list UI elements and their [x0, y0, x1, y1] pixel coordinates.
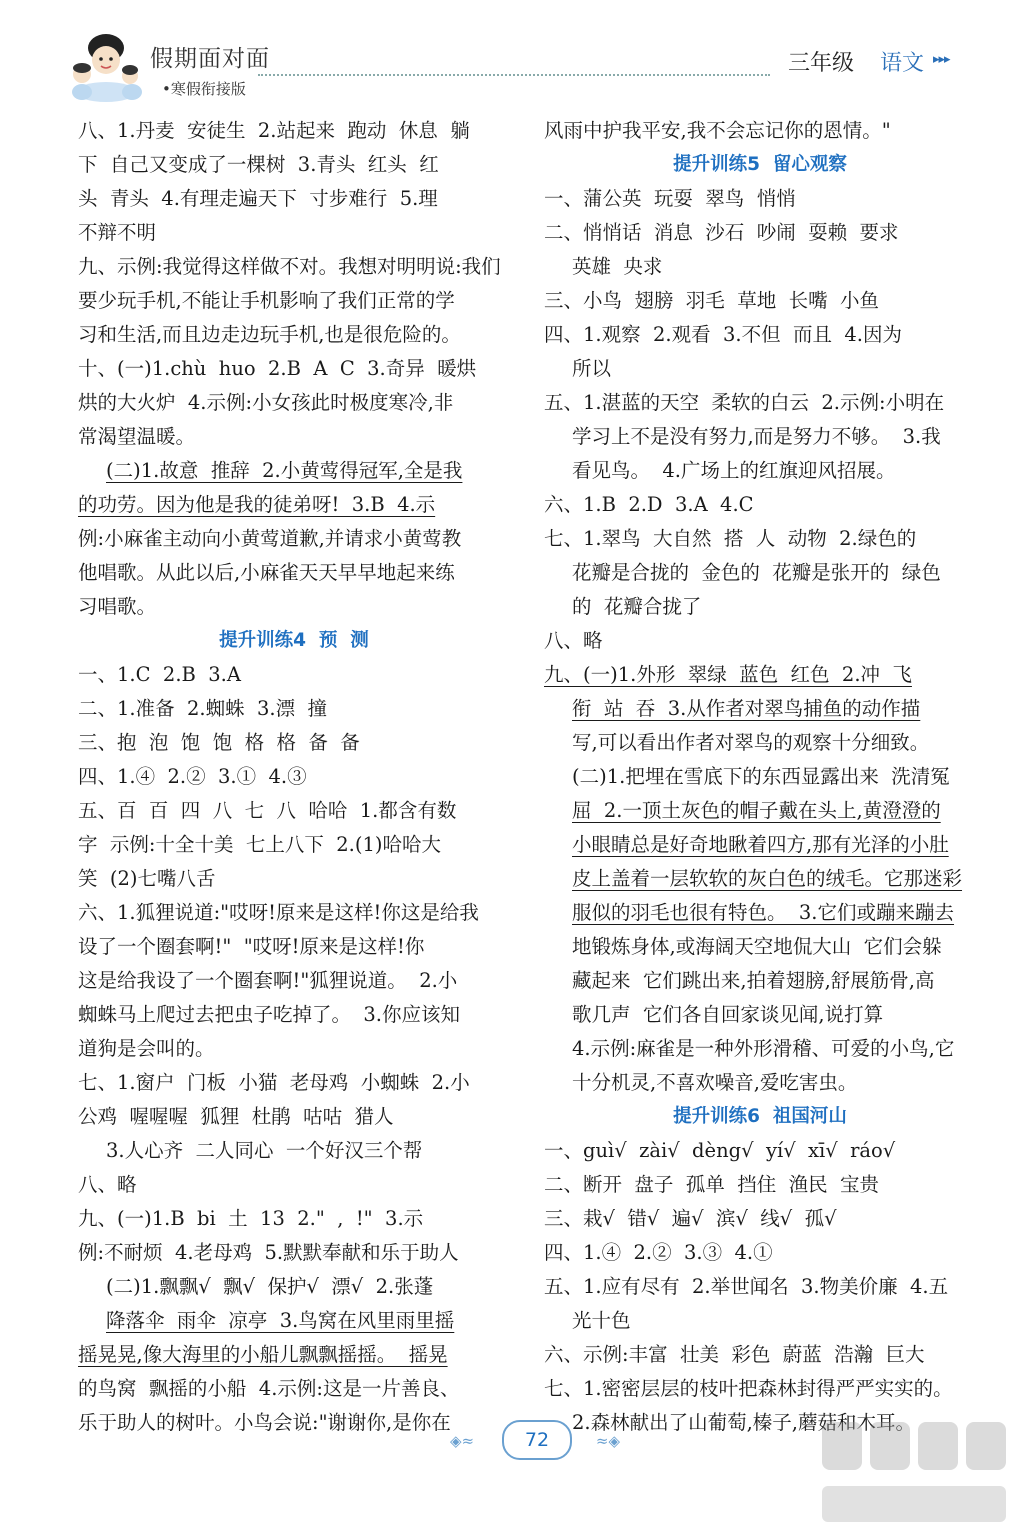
answer-line: 写,可以看出作者对翠鸟的观察十分细致。	[572, 731, 930, 754]
answer-line: 英雄 央求	[572, 255, 663, 278]
answer-line: 衔 站 吞 3.从作者对翠鸟捕鱼的动作描	[572, 697, 921, 720]
answer-line: 三、小鸟 翅膀 羽毛 草地 长嘴 小鱼	[544, 289, 879, 312]
answer-line: 三、栽√ 错√ 遍√ 滨√ 线√ 孤√	[544, 1207, 837, 1230]
answer-line: 五、1.湛蓝的天空 柔软的白云 2.示例:小明在	[544, 391, 945, 414]
answer-line: 七、1.窗户 门板 小猫 老母鸡 小蜘蛛 2.小	[78, 1071, 470, 1094]
answer-line: 三、抱 泡 饱 饱 格 格 备 备	[78, 731, 360, 754]
answer-line: 花瓣是合拢的 金色的 花瓣是张开的 绿色	[572, 561, 941, 584]
answer-line: 八、略	[544, 629, 603, 652]
answer-line: 蜘蛛马上爬过去把虫子吃掉了。 3.你应该知	[78, 1003, 461, 1026]
answer-line: 一、蒲公英 玩耍 翠鸟 悄悄	[544, 187, 796, 210]
cartoon-kids-logo-icon	[62, 30, 150, 104]
answer-line: 六、1.B 2.D 3.A 4.C	[544, 493, 754, 516]
answer-line: 四、1.④ 2.② 3.③ 4.①	[544, 1241, 773, 1264]
answer-line: 二、断开 盘子 孤单 挡住 渔民 宝贵	[544, 1173, 879, 1196]
page-header	[0, 0, 1023, 112]
section-heading: 提升训练5 留心观察	[673, 154, 847, 175]
arrow-icons: ▸▸▸	[933, 52, 950, 67]
answer-line: 3.人心齐 二人同心 一个好汉三个帮	[106, 1139, 423, 1162]
answer-line: 四、1.观察 2.观看 3.不但 而且 4.因为	[544, 323, 903, 346]
answer-line: (二)1.飘飘√ 飘√ 保护√ 漂√ 2.张蓬	[106, 1275, 434, 1298]
answer-line: 九、(一)1.B bi 土 13 2." , !" 3.示	[78, 1207, 424, 1230]
answer-line: 屈 2.一顶土灰色的帽子戴在头上,黄澄澄的	[572, 799, 941, 822]
answer-line: 公鸡 喔喔喔 狐狸 杜鹃 咕咕 猎人	[78, 1105, 394, 1128]
brand-title: 假期面对面	[150, 46, 270, 72]
answer-line: (二)1.把埋在雪底下的东西显露出来 洗清冤	[572, 765, 950, 788]
answer-line: 设了一个圈套啊!" "哎呀!原来是这样!你	[78, 935, 425, 958]
answer-line: 六、示例:丰富 壮美 彩色 蔚蓝 浩瀚 巨大	[544, 1343, 925, 1366]
answer-line: 所以	[572, 357, 612, 380]
answer-line: 五、百 百 四 八 七 八 哈哈 1.都含有数	[78, 799, 457, 822]
answer-line: 地锻炼身体,或海阔天空地侃大山 它们会躲	[572, 935, 942, 958]
brand-subtitle: •寒假衔接版	[162, 80, 246, 98]
answer-line: 十分机灵,不喜欢噪音,爱吃害虫。	[572, 1071, 858, 1094]
answer-line: 例:小麻雀主动向小黄莺道歉,并请求小黄莺教	[78, 527, 462, 550]
page-number: 72	[502, 1420, 572, 1460]
answer-line: 下 自己又变成了一棵树 3.青头 红头 红	[78, 153, 439, 176]
left-ornament-icon: ◈≈	[450, 1432, 475, 1450]
subject-label: 语文	[880, 51, 925, 76]
left-column	[78, 114, 510, 1440]
answer-line: 二、悄悄话 消息 沙石 吵闹 耍赖 要求	[544, 221, 899, 244]
answer-line: 九、(一)1.外形 翠绿 蓝色 红色 2.冲 飞	[544, 663, 912, 686]
answer-line: 常渴望温暖。	[78, 425, 196, 448]
answer-line: 烘的大火炉 4.示例:小女孩此时极度寒冷,非	[78, 391, 454, 414]
answer-line: 不辩不明	[78, 221, 157, 244]
section-heading: 提升训练6 祖国河山	[673, 1106, 847, 1127]
answer-line: 2.森林献出了山葡萄,榛子,蘑菇和木耳。	[572, 1411, 916, 1434]
answer-line: 4.示例:麻雀是一种外形滑稽、可爱的小鸟,它	[572, 1037, 955, 1060]
answer-line: 看见鸟。 4.广场上的红旗迎风招展。	[572, 459, 896, 482]
answer-line: 他唱歌。从此以后,小麻雀天天早早地起来练	[78, 561, 455, 584]
answer-line: 光十色	[572, 1309, 631, 1332]
answer-line: 四、1.④ 2.② 3.① 4.③	[78, 765, 307, 788]
answer-line: 字 示例:十全十美 七上八下 2.(1)哈哈大	[78, 833, 441, 856]
answer-line: 一、1.C 2.B 3.A	[78, 663, 241, 686]
answer-line: 习和生活,而且边走边玩手机,也是很危险的。	[78, 323, 461, 346]
brand-subtitle-text: 寒假衔接版	[170, 80, 246, 98]
answer-line: 歌几声 它们各自回家谈见闻,说打算	[572, 1003, 884, 1026]
answer-line: 的 花瓣合拢了	[572, 595, 702, 618]
answer-line: 五、1.应有尽有 2.举世闻名 3.物美价廉 4.五	[544, 1275, 949, 1298]
answer-line: 道狗是会叫的。	[78, 1037, 215, 1060]
answer-line: 头 青头 4.有理走遍天下 寸步难行 5.理	[78, 187, 438, 210]
right-column	[544, 114, 976, 1440]
answer-line: 二、1.准备 2.蜘蛛 3.漂 撞	[78, 697, 328, 720]
answer-line: 学习上不是没有努力,而是努力不够。 3.我	[572, 425, 941, 448]
answer-line: (二)1.故意 推辞 2.小黄莺得冠军,全是我	[106, 459, 463, 482]
answer-line: 七、1.翠鸟 大自然 搭 人 动物 2.绿色的	[544, 527, 917, 550]
right-ornament-icon: ≈◈	[595, 1432, 620, 1450]
answer-line: 摇晃晃,像大海里的小船儿飘飘摇摇。 摇晃	[78, 1343, 448, 1366]
answer-line: 服似的羽毛也很有特色。 3.它们或蹦来蹦去	[572, 901, 955, 924]
answer-line: 要少玩手机,不能让手机影响了我们正常的学	[78, 289, 455, 312]
section-heading: 提升训练4 预 测	[219, 630, 369, 651]
answer-line: 皮上盖着一层软软的灰白色的绒毛。它那迷彩	[572, 867, 963, 890]
answer-line: 这是给我设了一个圈套啊!"狐狸说道。 2.小	[78, 969, 458, 992]
answer-line: 八、略	[78, 1173, 137, 1196]
answer-line: 藏起来 它们跳出来,拍着翅膀,舒展筋骨,高	[572, 969, 935, 992]
answer-line: 六、1.狐狸说道:"哎呀!原来是这样!你这是给我	[78, 901, 479, 924]
answer-line: 风雨中护我平安,我不会忘记你的恩情。"	[544, 119, 891, 142]
answer-line: 乐于助人的树叶。小鸟会说:"谢谢你,是你在	[78, 1411, 451, 1434]
answer-line: 降落伞 雨伞 凉亭 3.鸟窝在风里雨里摇	[106, 1309, 455, 1332]
answer-line: 例:不耐烦 4.老母鸡 5.默默奉献和乐于助人	[78, 1241, 459, 1264]
answer-line: 的功劳。因为他是我的徒弟呀! 3.B 4.示	[78, 493, 436, 516]
answer-line: 习唱歌。	[78, 595, 157, 618]
answer-line: 笑 (2)七嘴八舌	[78, 867, 216, 890]
answer-line: 八、1.丹麦 安徒生 2.站起来 跑动 休息 躺	[78, 119, 470, 142]
answer-line: 小眼睛总是好奇地瞅着四方,那有光泽的小肚	[572, 833, 949, 856]
answer-line: 的鸟窝 飘摇的小船 4.示例:这是一片善良、	[78, 1377, 460, 1400]
page-footer	[450, 1420, 620, 1460]
watermark-logo-icon	[816, 1408, 1016, 1532]
answer-line: 九、示例:我觉得这样做不对。我想对明明说:我们	[78, 255, 501, 278]
answer-line: 十、(一)1.chù huo 2.B A C 3.奇异 暖烘	[78, 357, 477, 380]
answer-line: 七、1.密密层层的枝叶把森林封得严严实实的。	[544, 1377, 953, 1400]
answer-line: 一、guì√ zài√ dèng√ yí√ xī√ ráo√	[544, 1139, 896, 1162]
grade-label: 三年级	[788, 51, 855, 76]
header-divider	[258, 74, 770, 76]
